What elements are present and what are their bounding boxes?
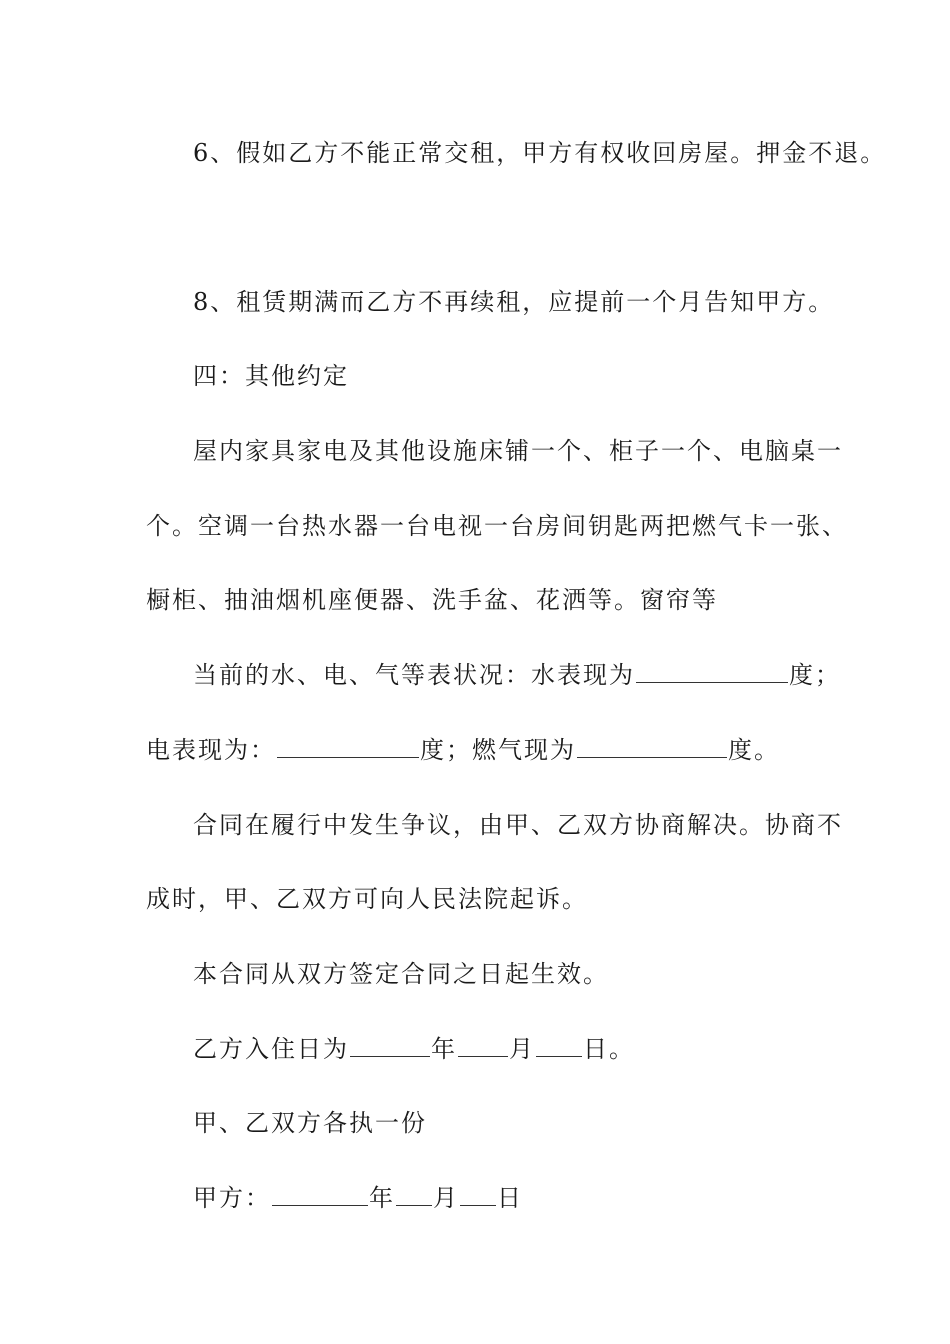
gas-meter-blank <box>577 735 727 758</box>
party-a-signature-blank <box>272 1183 368 1206</box>
dispute-line-2 <box>146 884 588 914</box>
clause-8-text: 8、租赁期满而乙方不再续租，应提前一个月告知甲方。 <box>193 288 835 316</box>
meters-line-2 <box>146 735 780 765</box>
dispute-line-2-text: 成时，甲、乙双方可向人民法院起诉。 <box>146 885 588 913</box>
move-in-day-label: 日。 <box>583 1035 635 1063</box>
copies-clause <box>193 1108 427 1138</box>
party-a-month-label: 月 <box>433 1184 459 1212</box>
move-in-month-label: 月 <box>509 1035 535 1063</box>
move-in-year-blank <box>350 1034 430 1057</box>
party-a-year-label: 年 <box>369 1184 395 1212</box>
electric-meter-blank <box>277 735 419 758</box>
furniture-line-1-text: 屋内家具家电及其他设施床铺一个、柜子一个、电脑桌一 <box>193 437 843 465</box>
party-a-signature-line <box>193 1183 523 1213</box>
furniture-line-1 <box>193 436 843 466</box>
move-in-year-label: 年 <box>431 1035 457 1063</box>
dispute-line-1 <box>193 810 843 840</box>
furniture-line-2-text: 个。空调一台热水器一台电视一台房间钥匙两把燃气卡一张、 <box>146 512 848 540</box>
water-meter-blank <box>636 660 788 683</box>
dispute-line-1-text: 合同在履行中发生争议，由甲、乙双方协商解决。协商不 <box>193 811 843 839</box>
clause-6 <box>193 138 886 168</box>
party-a-day-blank <box>460 1183 496 1206</box>
clause-6-text: 6、假如乙方不能正常交租，甲方有权收回房屋。押金不退。 <box>193 139 887 167</box>
move-in-label: 乙方入住日为 <box>193 1035 349 1063</box>
party-a-day-label: 日 <box>497 1184 523 1212</box>
meters-line-2-unit: 度。 <box>728 736 780 764</box>
move-in-date-line <box>193 1034 635 1064</box>
clause-8 <box>193 287 834 317</box>
meters-line-2-middle: 度；燃气现为 <box>420 736 576 764</box>
party-a-label: 甲方： <box>193 1184 271 1212</box>
meters-line-2-label: 电表现为： <box>146 736 276 764</box>
section-4-heading <box>193 361 349 391</box>
copies-clause-text: 甲、乙双方各执一份 <box>193 1109 427 1137</box>
meters-line-1-label: 当前的水、电、气等表状况：水表现为 <box>193 661 635 689</box>
furniture-line-3 <box>146 585 718 615</box>
meters-line-1 <box>193 660 841 690</box>
section-4-heading-text: 四：其他约定 <box>193 362 349 390</box>
move-in-day-blank <box>536 1034 582 1057</box>
furniture-line-2 <box>146 511 848 541</box>
furniture-line-3-text: 橱柜、抽油烟机座便器、洗手盆、花洒等。窗帘等 <box>146 586 718 614</box>
effective-clause-text: 本合同从双方签定合同之日起生效。 <box>193 960 609 988</box>
effective-clause <box>193 959 609 989</box>
party-a-month-blank <box>396 1183 432 1206</box>
move-in-month-blank <box>458 1034 508 1057</box>
meters-line-1-unit: 度； <box>789 661 841 689</box>
